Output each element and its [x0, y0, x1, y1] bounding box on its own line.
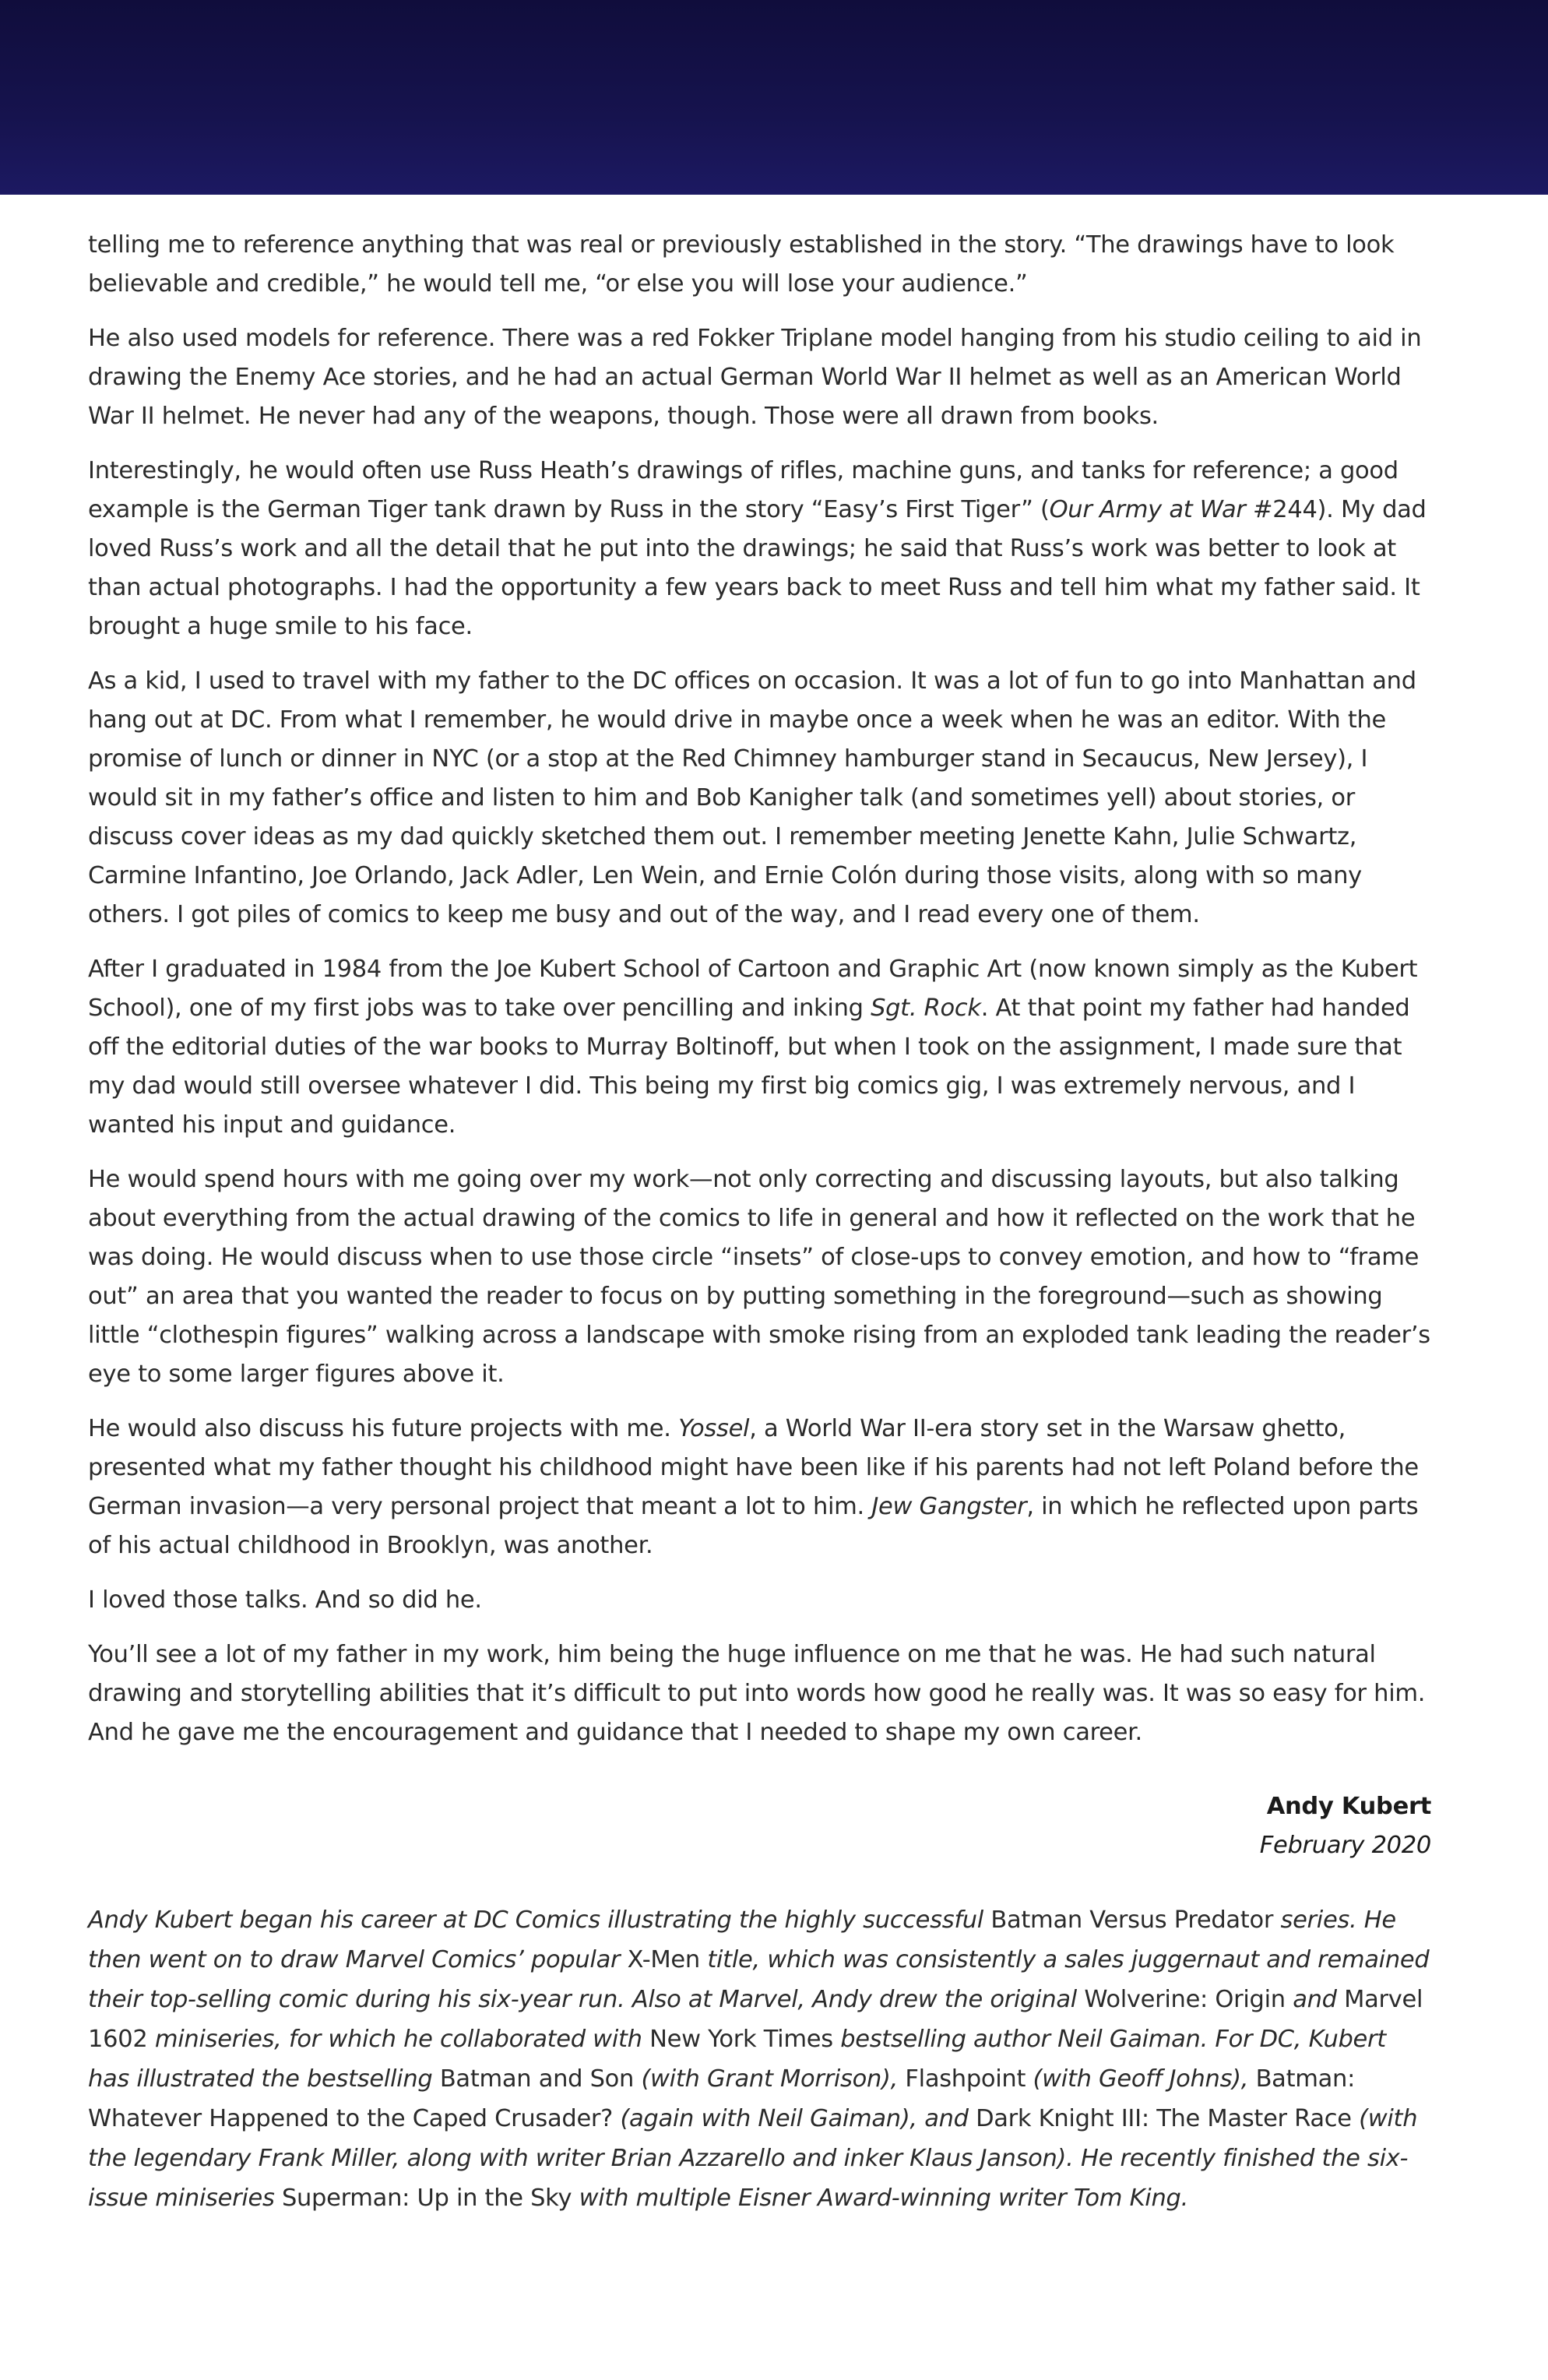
author-bio: Andy Kubert began his career at DC Comics illustrating the highly successful Batman Versus Predator series. He then went on to draw Marvel Comics’ popular X-Men title, which was consistently a sales juggernaut and remained their top-selling comic during his six-year run. Also at Marvel, Andy drew the original Wolverine: Origin and Marvel 1602 miniseries, for which he collaborated with New York Times bestselling author Neil Gaiman. For DC, Kubert has illustrated the bestselling Batman and Son (with Grant Morrison), Flashpoint (with Geoff Johns), Batman: Whatever Happened to the Caped Crusader? (again with Neil Gaiman), and Dark Knight III: The Master Race (with the legendary Frank Miller, along with writer Brian Azzarello and inker Klaus Janson). He recently finished the six-issue miniseries Superman: Up in the Sky with multiple Eisner Award-winning writer Tom King. [88, 1906, 1430, 2212]
title-italic: Yossel [678, 1415, 750, 1442]
work-title: Flashpoint [905, 2065, 1026, 2093]
work-title: Wolverine: Origin [1084, 1986, 1286, 2013]
work-title: Batman: Whatever Happened to the Caped Crusader? [88, 2065, 1356, 2132]
work-title: Dark Knight III: The Master Race [976, 2105, 1352, 2132]
paragraph: As a kid, I used to travel with my father to the DC offices on occasion. It was a lot of fun to go into Manhattan and hang out at DC. From what I remember, he would drive in maybe once a week when he was an editor. With the promise of lunch or dinner in NYC (or a stop at the Red Chimney hamburger stand in Secaucus, New Jersey), I would sit in my father’s office and listen to him and Bob Kanigher talk (and sometimes yell) about stories, or discuss cover ideas as my dad quickly sketched them out. I remember meeting Jenette Kahn, Julie Schwartz, Carmine Infantino, Joe Orlando, Jack Adler, Len Wein, and Ernie Colón during those visits, along with so many others. I got piles of comics to keep me busy and out of the way, and I read every one of them. [88, 667, 1416, 928]
header-band [0, 0, 1548, 195]
paragraph: telling me to reference anything that was real or previously established in the story. “The drawings have to look believable and credible,” he would tell me, “or else you will lose your audience.” [88, 231, 1395, 298]
paragraph: I loved those talks. And so did he. [88, 1586, 482, 1614]
title-italic: Our Army at War [1049, 496, 1246, 523]
work-title: Batman and Son [439, 2065, 635, 2093]
title-italic: Jew Gangster [871, 1493, 1027, 1520]
paragraph: After I graduated in 1984 from the Joe Kubert School of Cartoon and Graphic Art (now known simply as the Kubert School), one of my first jobs was to take over pencilling and inking Sgt. Rock. At that point my father had handed off the editorial duties of the war books to Murray Boltinoff, but when I took on the assignment, I made sure that my dad would still oversee whatever I did. This being my first big comics gig, I was extremely nervous, and I wanted his input and guidance. [88, 956, 1418, 1139]
work-title: X-Men [627, 1946, 700, 1973]
title-italic: Sgt. Rock [871, 995, 981, 1022]
work-title: Superman: Up in the Sky [281, 2185, 572, 2212]
paragraph: He would also discuss his future projects with me. Yossel, a World War II-era story set in the Warsaw ghetto, presented what my father thought his childhood might have been like if his parents had not left Poland before the German invasion—a very personal project that meant a lot to him. Jew Gangster, in which he reflected upon parts of his actual childhood in Brooklyn, was another. [88, 1415, 1419, 1559]
work-title: Batman Versus Predator [990, 1906, 1274, 1934]
work-title: New York Times [649, 2026, 833, 2053]
author-name: Andy Kubert [1266, 1793, 1431, 1820]
paragraph: You’ll see a lot of my father in my work, him being the huge influence on me that he was. He had such natural drawing and storytelling abilities that it’s difficult to put into words how good he really was. It was so easy for him. And he gave me the encouragement and guidance that I needed to shape my own career. [88, 1641, 1426, 1746]
signature [88, 1787, 1431, 1865]
paragraph: He would spend hours with me going over my work—not only correcting and discussing layouts, but also talking about everything from the actual drawing of the comics to life in general and how it reflected on the work that he was doing. He would discuss when to use those circle “insets” of close-ups to convey emotion, and how to “frame out” an area that you wanted the reader to focus on by putting something in the foreground—such as showing little “clothespin figures” walking across a landscape with smoke rising from an exploded tank leading the reader’s eye to some larger figures above it. [88, 1166, 1430, 1388]
paragraph: Interestingly, he would often use Russ Heath’s drawings of rifles, machine guns, and tanks for reference; a good example is the German Tiger tank drawn by Russ in the story “Easy’s First Tiger” (Our Army at War #244). My dad loved Russ’s work and all the detail that he put into the drawings; he said that Russ’s work was better to look at than actual photographs. I had the opportunity a few years back to meet Russ and tell him what my father said. It brought a huge smile to his face. [88, 457, 1427, 640]
work-title: Marvel 1602 [88, 1986, 1423, 2053]
signature-date: February 2020 [1259, 1832, 1431, 1859]
article-body [88, 226, 1431, 2218]
paragraph: He also used models for reference. There was a red Fokker Triplane model hanging from his studio ceiling to aid in drawing the Enemy Ace stories, and he had an actual German World War II helmet as well as an American World War II helmet. He never had any of the weapons, though. Those were all drawn from books. [88, 325, 1422, 430]
